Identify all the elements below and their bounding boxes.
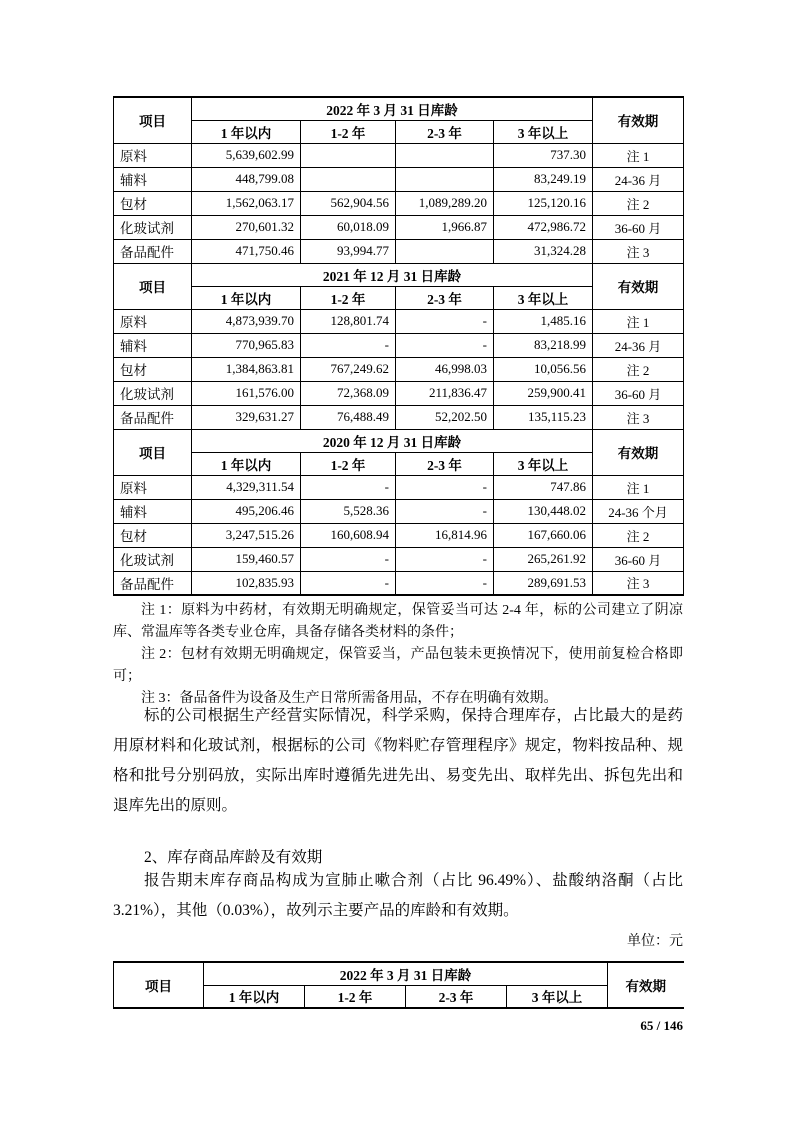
table-row [114,499,684,523]
value-cell: 4,329,311.54 [192,475,301,499]
value-cell: 93,994.77 [301,239,396,263]
material-aging-table [113,96,684,596]
validity-cell: 注 2 [593,357,684,381]
item-label: 原料 [114,143,192,167]
value-cell: - [396,571,494,595]
value-cell: 16,814.96 [396,523,494,547]
value-cell: 72,368.09 [301,381,396,405]
item-label: 原料 [114,475,192,499]
value-cell: 83,218.99 [494,333,593,357]
period-header: 2022 年 3 月 31 日库龄 [192,97,593,120]
col-header-validity: 有效期 [593,263,684,309]
section-heading: 2、库存商品库龄及有效期 [144,849,323,866]
storage-paragraph: 标的公司根据生产经营实际情况，科学采购，保持合理库存，占比最大的是药用原材料和化玻试剂，根据标的公司《物料贮存管理程序》规定，物料按品种、规格和批号分别码放，实际出库时遵循先进先出、易变先出、取样先出、拆包先出和退库先出的原则。 [113,707,683,814]
validity-cell: 36-60 月 [593,547,684,571]
value-cell: 211,836.47 [396,381,494,405]
item-label: 包材 [114,191,192,215]
value-cell: 160,608.94 [301,523,396,547]
value-cell: 448,799.08 [192,167,301,191]
value-cell: - [301,547,396,571]
period-header: 2021 年 12 月 31 日库龄 [192,263,593,286]
value-cell: 130,448.02 [494,499,593,523]
value-cell: - [396,333,494,357]
col-header-age-3: 2-3 年 [406,985,507,1008]
col-header-item: 项目 [114,429,192,475]
value-cell: 270,601.32 [192,215,301,239]
table-header-row [114,962,684,985]
table-row [114,143,684,167]
value-cell [301,167,396,191]
aging-section-2020-12-31 [114,429,684,595]
value-cell: - [396,547,494,571]
col-header-age-4: 3 年以上 [494,120,593,143]
table-row [114,333,684,357]
products-paragraph: 报告期末库存商品构成为宣肺止嗽合剂（占比 96.49%）、盐酸纳洛酮（占比 3.21%），其他（0.03%），故列示主要产品的库龄和有效期。 [113,872,683,919]
col-header-item: 项目 [114,97,192,143]
item-label: 辅料 [114,333,192,357]
item-label: 备品配件 [114,571,192,595]
value-cell: 46,998.03 [396,357,494,381]
validity-cell: 24-36 月 [593,167,684,191]
validity-cell: 注 1 [593,143,684,167]
value-cell: 495,206.46 [192,499,301,523]
value-cell: 135,115.23 [494,405,593,429]
value-cell: 161,576.00 [192,381,301,405]
note-1: 注 1：原料为中药材，有效期无明确规定，保管妥当可达 2-4 年，标的公司建立了阴凉库、常温库等各类专业仓库，具备存储各类材料的条件； [113,603,683,640]
item-label: 包材 [114,357,192,381]
col-header-age-4: 3 年以上 [507,985,608,1008]
value-cell: 265,261.92 [494,547,593,571]
table-row [114,309,684,333]
period-header: 2022 年 3 月 31 日库龄 [204,962,608,985]
validity-cell: 36-60 月 [593,381,684,405]
col-header-age-4: 3 年以上 [494,286,593,309]
value-cell: 159,460.57 [192,547,301,571]
value-cell: 52,202.50 [396,405,494,429]
value-cell: - [301,333,396,357]
value-cell: 1,562,063.17 [192,191,301,215]
value-cell: - [396,475,494,499]
value-cell: 60,018.09 [301,215,396,239]
table-row [114,547,684,571]
value-cell: 5,528.36 [301,499,396,523]
col-header-item: 项目 [114,263,192,309]
col-header-age-1: 1 年以内 [192,120,301,143]
validity-cell: 注 3 [593,239,684,263]
table-row [114,215,684,239]
value-cell [396,143,494,167]
value-cell: 76,488.49 [301,405,396,429]
value-cell: 4,873,939.70 [192,309,301,333]
note-2: 注 2：包材有效期无明确规定，保管妥当，产品包装未更换情况下，使用前复检合格即可； [113,647,683,684]
table-row [114,357,684,381]
col-header-age-2: 1-2 年 [301,286,396,309]
col-header-item: 项目 [114,962,204,1008]
table-row [114,523,684,547]
validity-cell: 注 1 [593,475,684,499]
validity-cell: 注 1 [593,309,684,333]
col-header-validity: 有效期 [593,97,684,143]
col-header-age-1: 1 年以内 [192,452,301,475]
value-cell: 329,631.27 [192,405,301,429]
table-header-row [114,97,684,120]
item-label: 备品配件 [114,239,192,263]
validity-cell: 24-36 个月 [593,499,684,523]
col-header-age-3: 2-3 年 [396,286,494,309]
aging-section-2021-12-31 [114,263,684,429]
value-cell: - [301,475,396,499]
table-header-row [114,429,684,452]
col-header-validity: 有效期 [608,962,684,1008]
validity-cell: 注 3 [593,405,684,429]
item-label: 辅料 [114,499,192,523]
value-cell [396,239,494,263]
value-cell: 1,485.16 [494,309,593,333]
col-header-age-1: 1 年以内 [204,985,305,1008]
aging-section-2022-03-31 [114,97,684,263]
product-aging-table [113,961,684,1009]
validity-cell: 36-60 月 [593,215,684,239]
value-cell: 747.86 [494,475,593,499]
table-row [114,191,684,215]
product-aging-header-section [114,962,684,1008]
col-header-validity: 有效期 [593,429,684,475]
table-row [114,167,684,191]
item-label: 原料 [114,309,192,333]
value-cell: 167,660.06 [494,523,593,547]
validity-cell: 24-36 月 [593,333,684,357]
col-header-age-2: 1-2 年 [301,452,396,475]
value-cell: 83,249.19 [494,167,593,191]
table-row [114,381,684,405]
item-label: 化玻试剂 [114,215,192,239]
value-cell: 770,965.83 [192,333,301,357]
table-row [114,475,684,499]
value-cell: 102,835.93 [192,571,301,595]
value-cell: 1,089,289.20 [396,191,494,215]
item-label: 包材 [114,523,192,547]
value-cell [396,167,494,191]
table-row [114,239,684,263]
value-cell: 10,056.56 [494,357,593,381]
value-cell: 5,639,602.99 [192,143,301,167]
validity-cell: 注 3 [593,571,684,595]
value-cell: - [396,499,494,523]
table-notes [113,600,683,710]
item-label: 化玻试剂 [114,547,192,571]
validity-cell: 注 2 [593,191,684,215]
value-cell: 1,966.87 [396,215,494,239]
validity-cell: 注 2 [593,523,684,547]
value-cell: 471,750.46 [192,239,301,263]
value-cell: 128,801.74 [301,309,396,333]
table-row [114,405,684,429]
col-header-age-3: 2-3 年 [396,120,494,143]
unit-label: 单位：元 [627,934,683,949]
col-header-age-3: 2-3 年 [396,452,494,475]
col-header-age-2: 1-2 年 [301,120,396,143]
table-header-row [114,263,684,286]
value-cell: 289,691.53 [494,571,593,595]
value-cell: - [396,309,494,333]
value-cell: 767,249.62 [301,357,396,381]
note-3: 注 3：备品备件为设备及生产日常所需备用品，不存在明确有效期。 [141,691,558,706]
value-cell: 125,120.16 [494,191,593,215]
value-cell: 472,986.72 [494,215,593,239]
page-number: 65 / 146 [640,1018,683,1033]
value-cell: 737.30 [494,143,593,167]
item-label: 辅料 [114,167,192,191]
item-label: 备品配件 [114,405,192,429]
value-cell: 562,904.56 [301,191,396,215]
value-cell: 1,384,863.81 [192,357,301,381]
value-cell: 3,247,515.26 [192,523,301,547]
table-row [114,571,684,595]
item-label: 化玻试剂 [114,381,192,405]
col-header-age-1: 1 年以内 [192,286,301,309]
value-cell: 259,900.41 [494,381,593,405]
period-header: 2020 年 12 月 31 日库龄 [192,429,593,452]
value-cell: - [301,571,396,595]
value-cell [301,143,396,167]
col-header-age-4: 3 年以上 [494,452,593,475]
col-header-age-2: 1-2 年 [305,985,406,1008]
value-cell: 31,324.28 [494,239,593,263]
